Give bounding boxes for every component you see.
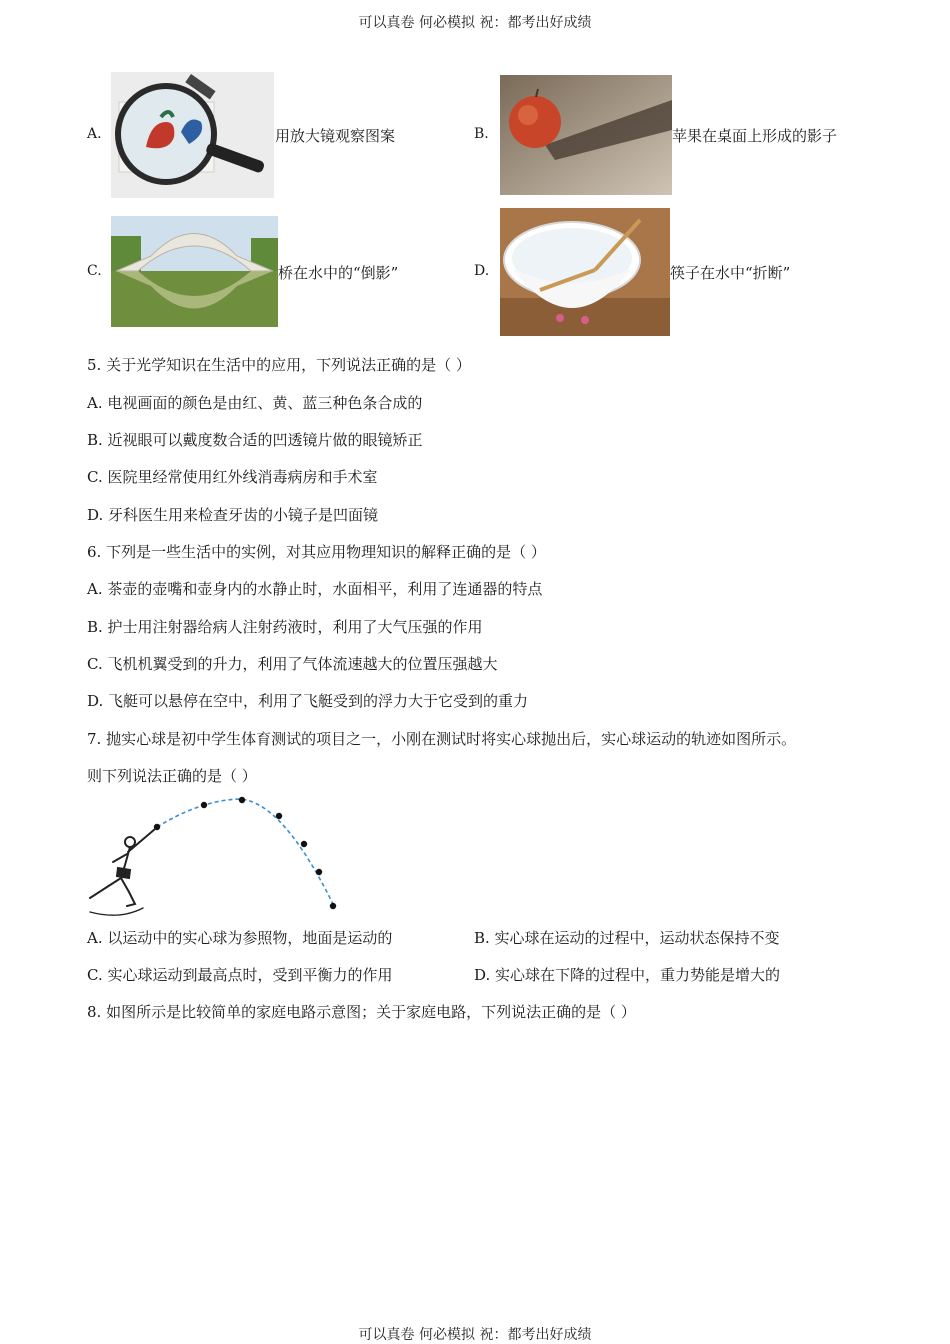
- q5-option-d: D. 牙科医生用来检查牙齿的小镜子是凹面镜: [87, 506, 379, 524]
- page-header: 可以真卷 何必模拟 祝：都考出好成绩: [358, 15, 592, 31]
- ball-position-3: [239, 797, 245, 803]
- apple-shadow-photo: [500, 75, 672, 195]
- q4-option-d-text: 筷子在水中“折断”: [670, 264, 791, 282]
- question-5-stem: 5. 关于光学知识在生活中的应用，下列说法正确的是（ ）: [87, 356, 471, 374]
- q4-option-a-text: 用放大镜观察图案: [275, 127, 396, 145]
- magnifier-photo: [111, 72, 274, 198]
- q5-option-c: C. 医院里经常使用红外线消毒病房和手术室: [87, 468, 378, 486]
- ball-position-7: [330, 903, 336, 909]
- q5-option-b: B. 近视眼可以戴度数合适的凹透镜片做的眼镜矫正: [87, 431, 423, 449]
- ball-position-5: [301, 841, 307, 847]
- ball-position-6: [316, 869, 322, 875]
- shot-put-trajectory-figure: [85, 790, 350, 920]
- q4-option-b-letter: B.: [474, 126, 489, 142]
- q7-option-d: D. 实心球在下降的过程中，重力势能是增大的: [474, 966, 781, 984]
- q4-option-b-text: 苹果在桌面上形成的影子: [672, 127, 838, 145]
- bridge-reflection-photo: [111, 216, 278, 327]
- q5-option-a: A. 电视画面的颜色是由红、黄、蓝三种色条合成的: [87, 394, 423, 412]
- q4-option-a-letter: A.: [87, 126, 102, 142]
- q4-option-c-text: 桥在水中的“倒影”: [278, 264, 399, 282]
- athlete-icon: [90, 829, 155, 915]
- chopstick-bowl-photo: [500, 208, 670, 336]
- question-8-stem: 8. 如图所示是比较简单的家庭电路示意图；关于家庭电路，下列说法正确的是（ ）: [87, 1003, 636, 1021]
- q4-option-d-letter: D.: [474, 263, 490, 279]
- q6-option-d: D. 飞艇可以悬停在空中，利用了飞艇受到的浮力大于它受到的重力: [87, 692, 529, 710]
- q6-option-c: C. 飞机机翼受到的升力，利用了气体流速越大的位置压强越大: [87, 655, 498, 673]
- trajectory-curve: [157, 799, 334, 906]
- q6-option-b: B. 护士用注射器给病人注射药液时，利用了大气压强的作用: [87, 618, 483, 636]
- ball-position-4: [276, 813, 282, 819]
- question-7-stem-line2: 则下列说法正确的是（ ）: [87, 767, 257, 785]
- page-footer: 可以真卷 何必模拟 祝：都考出好成绩: [358, 1327, 592, 1343]
- question-7-stem-line1: 7. 抛实心球是初中学生体育测试的项目之一，小刚在测试时将实心球抛出后，实心球运动的轨迹如图所示。: [87, 730, 797, 748]
- q4-option-c-letter: C.: [87, 263, 102, 279]
- q7-option-c: C. 实心球运动到最高点时，受到平衡力的作用: [87, 966, 393, 984]
- ball-position-2: [201, 802, 207, 808]
- q7-option-a: A. 以运动中的实心球为参照物，地面是运动的: [87, 929, 393, 947]
- q6-option-a: A. 茶壶的壶嘴和壶身内的水静止时，水面相平，利用了连通器的特点: [87, 580, 543, 598]
- q7-option-b: B. 实心球在运动的过程中，运动状态保持不变: [474, 929, 780, 947]
- question-6-stem: 6. 下列是一些生活中的实例，对其应用物理知识的解释正确的是（ ）: [87, 543, 546, 561]
